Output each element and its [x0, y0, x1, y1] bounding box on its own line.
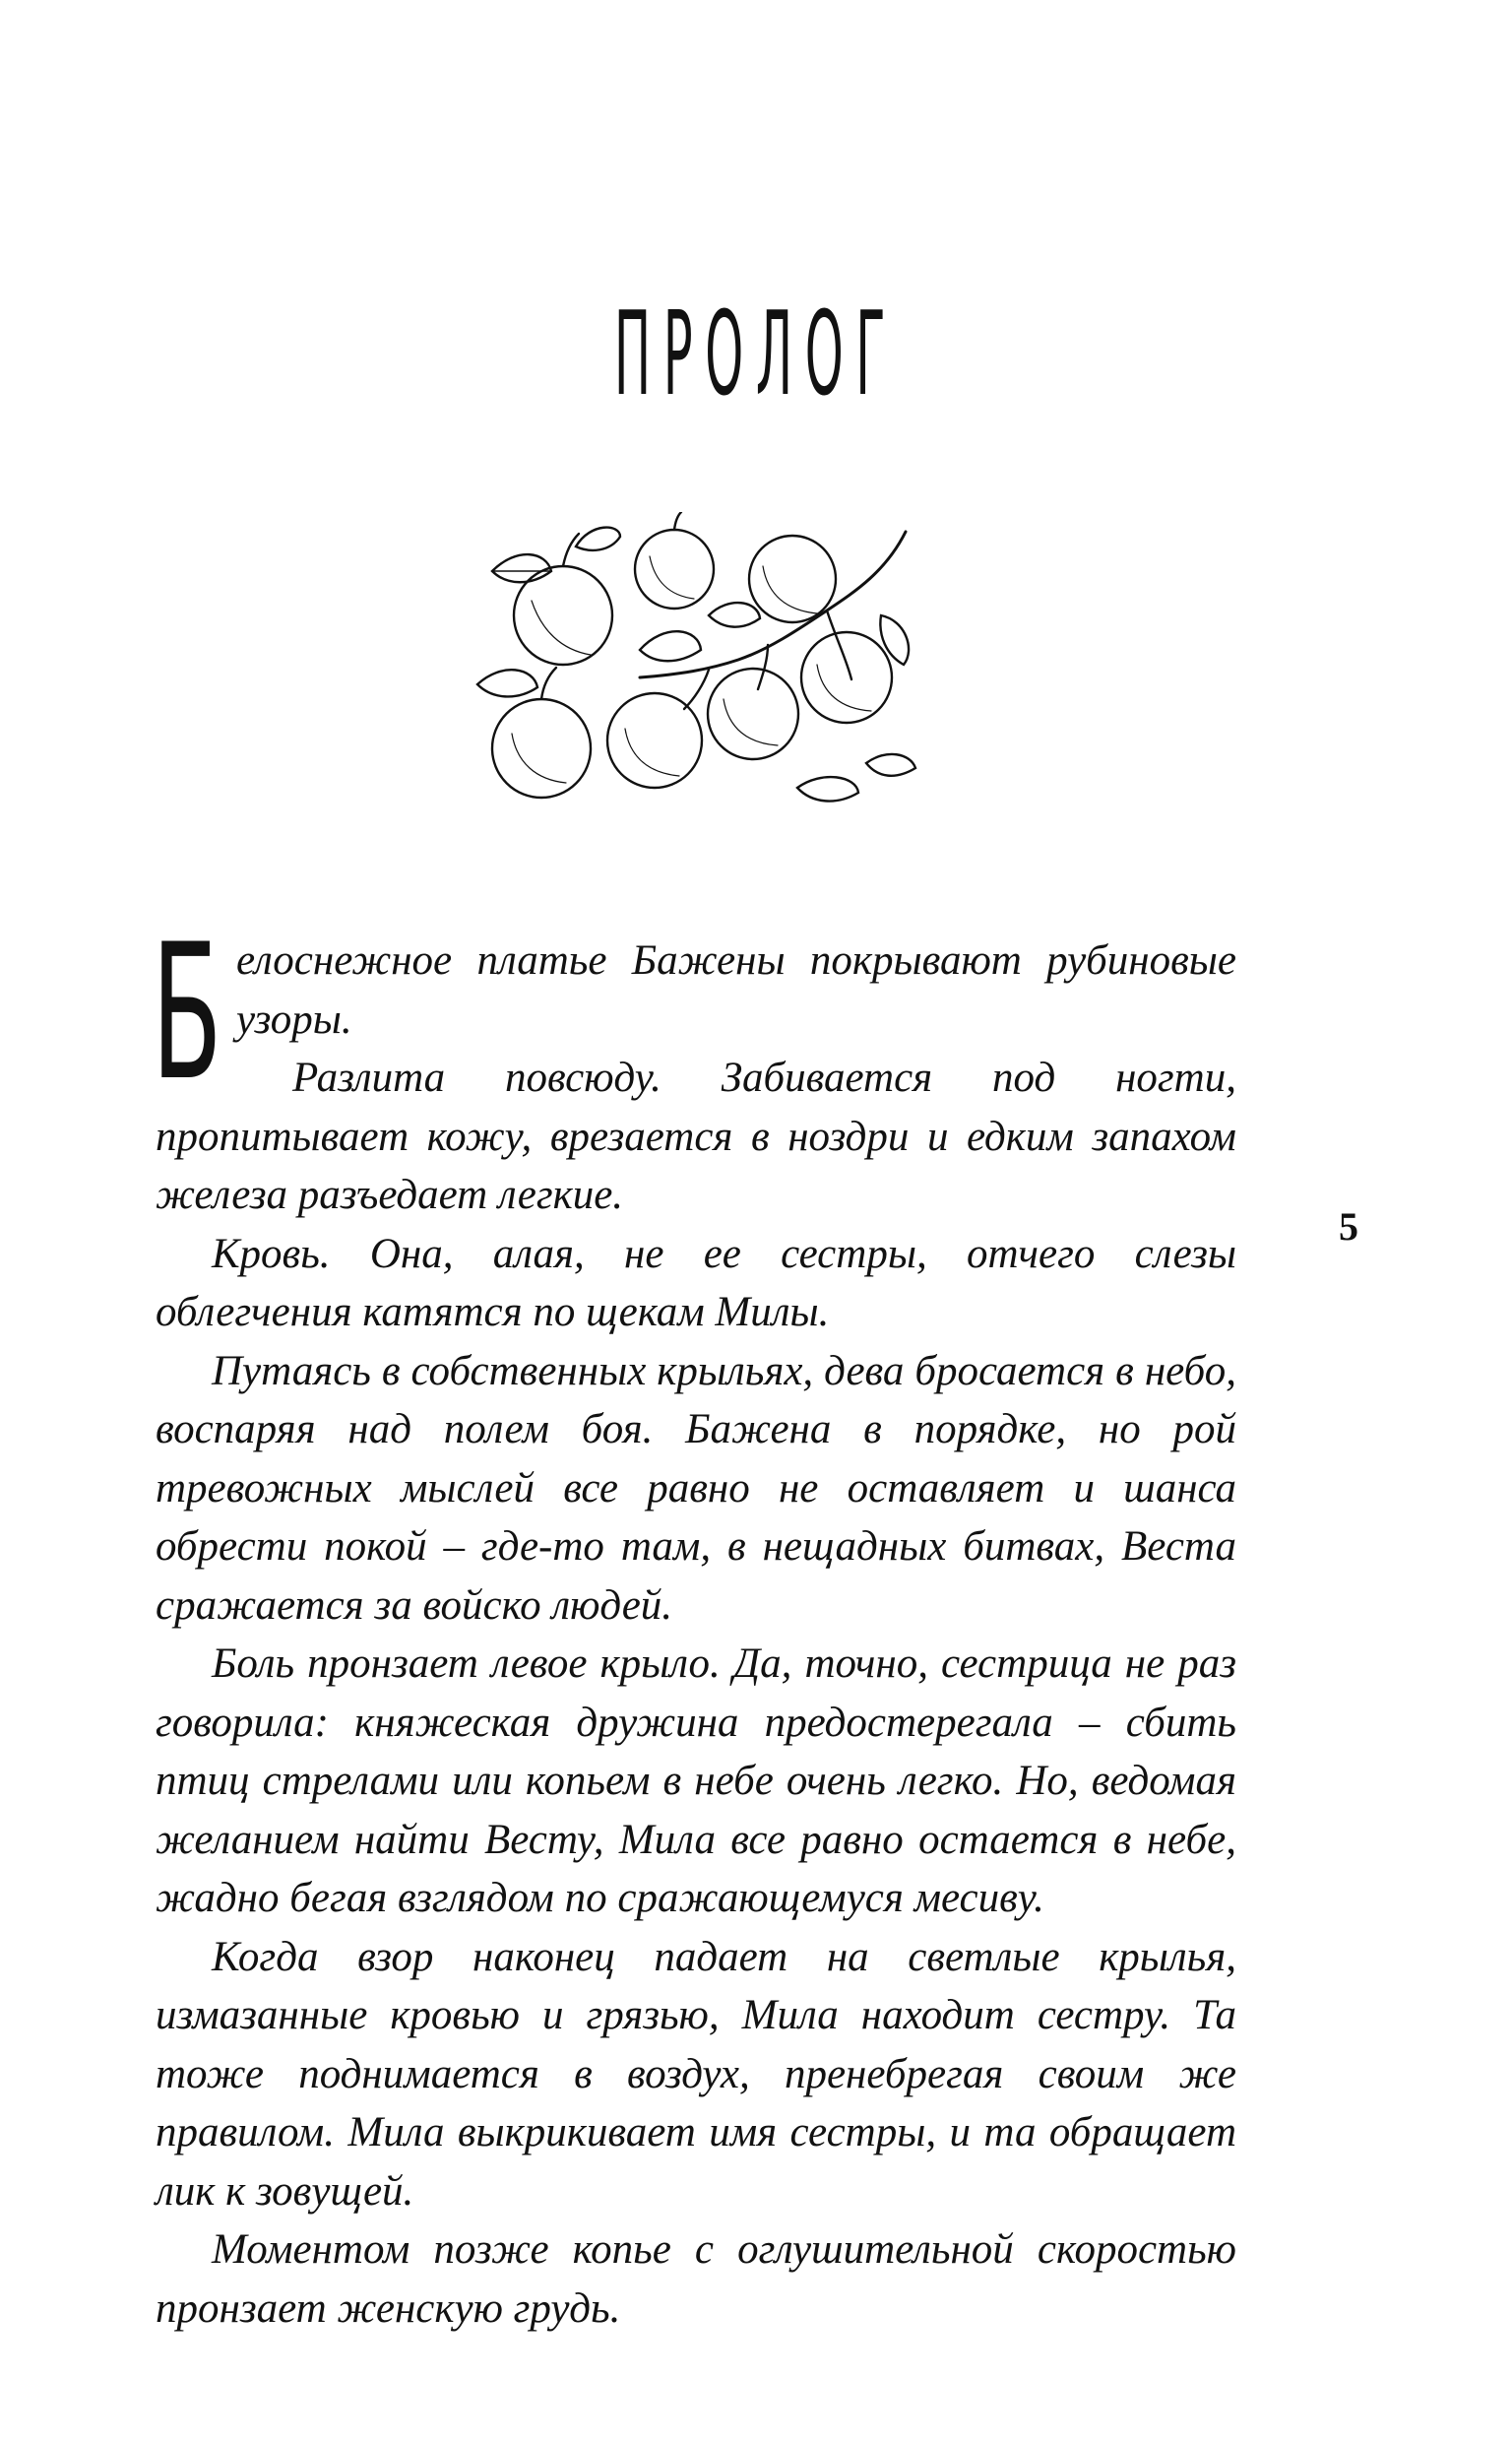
paragraph: Когда взор наконец падает на светлые крылья, измазанные кровью и грязью, Мила находит сестру. Та тоже поднимается в воздух, пренебрегая своим же правилом. Мила выкрикивает имя сестры, и та обращает лик к зовущей. [156, 1933, 1236, 2215]
paragraph: Кровь. Она, алая, не ее сестры, отчего слезы облегчения катятся по щекам Милы. [156, 1230, 1236, 1335]
page-number: 5 [1339, 1204, 1358, 1249]
paragraph [152, 904, 1236, 1122]
drop-cap: Б [152, 904, 222, 1122]
paragraph: Моментом позже копье с оглушительной скоростью пронзает женскую грудь. [156, 2226, 1236, 2332]
paragraph-text: елоснежное платье Бажены покрывают рубиновые узоры. [236, 937, 1236, 1043]
prologue-text [152, 904, 1236, 2338]
paragraph: Путаясь в собственных крыльях, дева бросается в небо, воспаряя над полем боя. Бажена в порядке, но рой тревожных мыслей все равно не оставляет и шанса обрести покой – где-то там, в нещадных битвах, Веста сражается за войско людей. [156, 1347, 1236, 1629]
chapter-title: ПРОЛОГ [613, 286, 899, 421]
apples-branch-engraving-icon [472, 512, 925, 807]
paragraph: Боль пронзает левое крыло. Да, точно, сестрица не раз говорила: княжеская дружина предостерегала – сбить птиц стрелами или копьем в небе очень легко. Но, ведомая желанием найти Весту, Мила все равно остается в небе, жадно бегая взглядом по сражающемуся месиву. [156, 1640, 1236, 1921]
paragraph: Разлита повсюду. Забивается под ногти, пропитывает кожу, врезается в ноздри и едким запахом железа разъедает легкие. [156, 1055, 1236, 1218]
